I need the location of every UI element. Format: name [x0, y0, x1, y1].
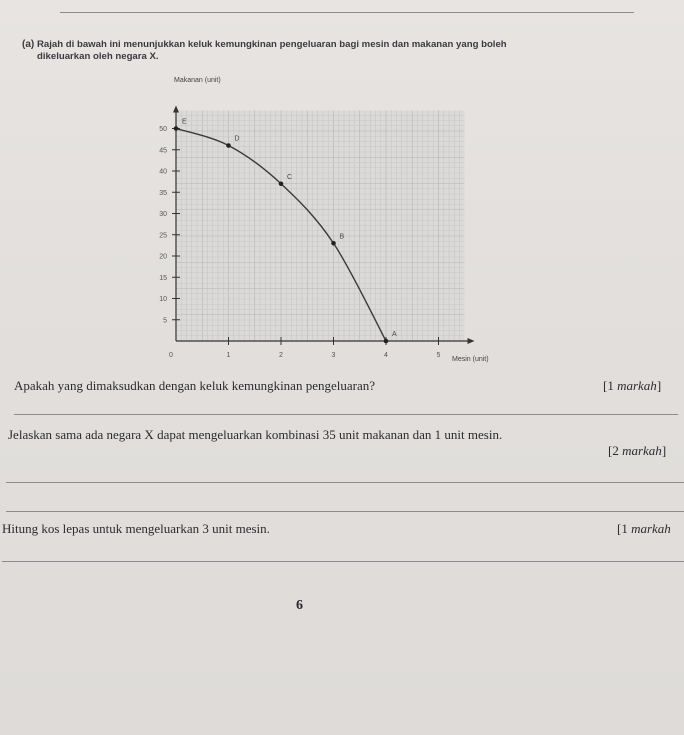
question-1-marks [603, 378, 661, 394]
y-tick-label: 25 [159, 232, 167, 240]
x-axis-label: Mesin (unit) [452, 356, 489, 363]
point-b [331, 241, 336, 246]
question-3-marks-open: [1 [617, 521, 632, 536]
point-label-c: C [287, 173, 293, 181]
x-tick-label: 0 [169, 352, 173, 359]
question-1-marks-word: markah [617, 378, 657, 393]
x-axis-arrow [468, 338, 475, 344]
question-a-line1: Rajah di bawah ini menunjukkan keluk kemungkinan pengeluaran bagi mesin dan makanan yang boleh [37, 39, 507, 50]
question-a-line2: dikeluarkan oleh negara X. [37, 51, 159, 62]
question-3-marks [617, 521, 671, 537]
question-1-text: Apakah yang dimaksudkan dengan keluk kemungkinan pengeluaran? [14, 378, 375, 393]
answer-line-1[interactable] [14, 414, 678, 415]
answer-line-3[interactable] [6, 511, 684, 512]
point-label-a: A [392, 331, 397, 338]
y-tick-label: 5 [163, 317, 167, 325]
question-1-marks-close: ] [656, 378, 662, 393]
point-label-b: B [339, 233, 345, 241]
x-tick-label: 4 [384, 352, 388, 359]
y-tick-label: 45 [159, 147, 167, 155]
point-e [174, 126, 179, 131]
x-tick-label: 2 [279, 352, 283, 359]
x-tick-label: 5 [436, 352, 441, 359]
y-tick-label: 40 [159, 168, 167, 176]
question-2-marks [608, 443, 666, 459]
point-a [384, 339, 389, 344]
x-tick-label: 1 [226, 352, 231, 359]
question-3-text: Hitung kos lepas untuk mengeluarkan 3 unit mesin. [2, 521, 270, 536]
point-label-d: D [234, 135, 240, 143]
question-2-text: Jelaskan sama ada negara X dapat mengeluarkan kombinasi 35 unit makanan dan 1 unit mesin. [8, 427, 503, 442]
answer-line-2[interactable] [6, 482, 684, 483]
page-number: 6 [296, 598, 303, 613]
top-rule [60, 12, 634, 13]
y-tick-label: 15 [159, 274, 167, 282]
point-label-e: E [182, 118, 187, 126]
answer-line-4[interactable] [2, 561, 684, 562]
question-1-marks-open: [1 [603, 378, 618, 393]
point-c [279, 181, 284, 186]
y-tick-label: 50 [159, 126, 167, 133]
y-axis-arrow [173, 106, 179, 113]
question-3-marks-word: markah [631, 521, 671, 536]
y-tick-label: 30 [159, 211, 167, 218]
question-2-marks-close: ] [661, 443, 667, 458]
question-2-marks-open: [2 [608, 443, 623, 458]
production-possibility-chart [150, 72, 520, 372]
y-axis-label: Makanan (unit) [174, 77, 221, 84]
question-2-marks-word: markah [622, 443, 662, 458]
x-tick-label: 3 [331, 352, 336, 359]
y-tick-label: 35 [159, 189, 167, 197]
point-d [226, 143, 231, 148]
y-tick-label: 10 [159, 296, 167, 303]
question-a-number: (a) [22, 39, 35, 50]
y-tick-label: 20 [159, 253, 167, 261]
